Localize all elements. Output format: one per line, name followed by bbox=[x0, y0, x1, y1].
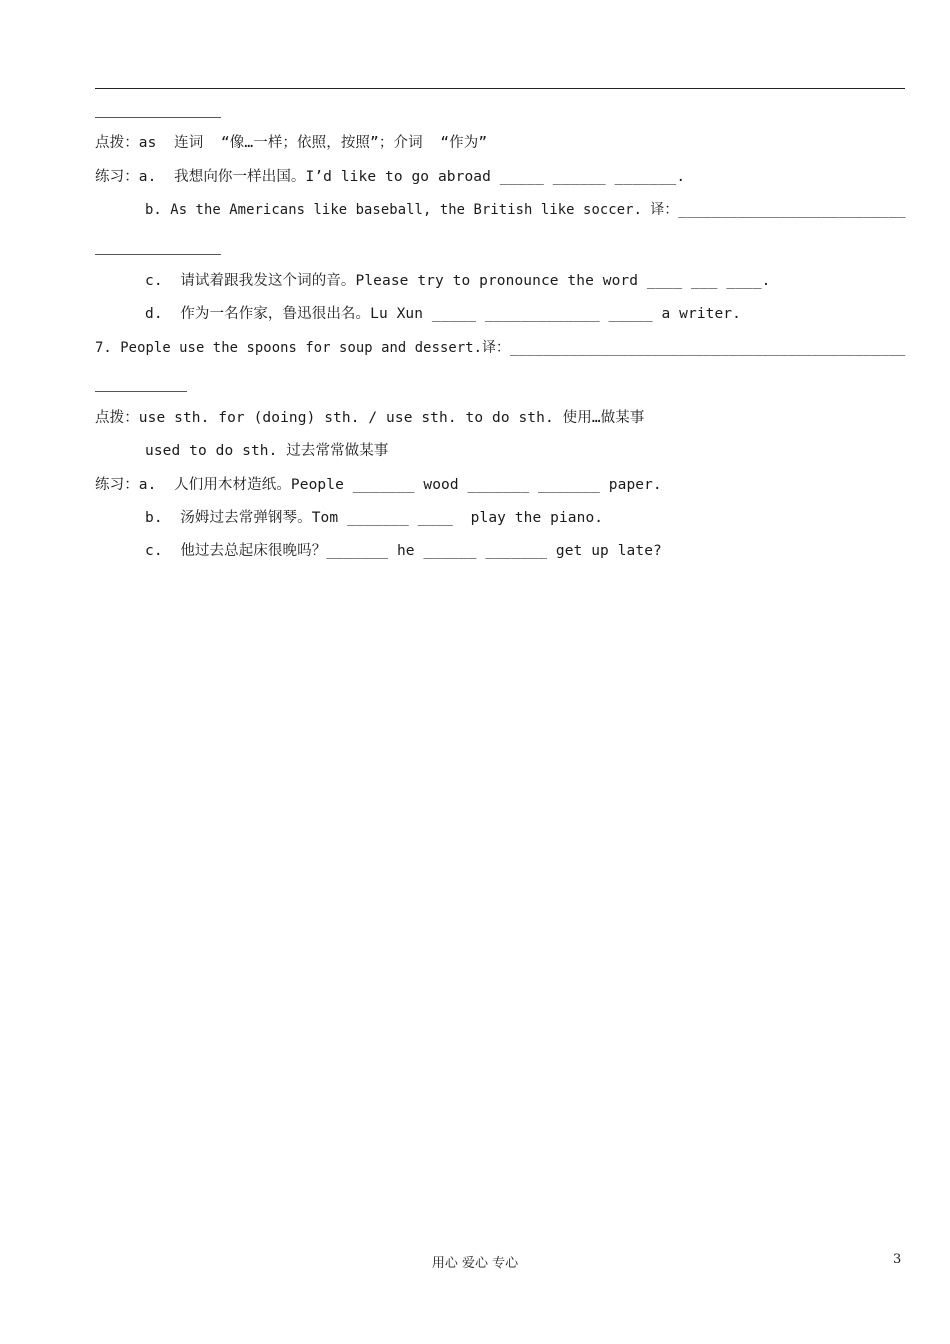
exercise-c-pronounce: c. 请试着跟我发这个词的音。Please try to pronounce the word ____ ___ ____. bbox=[145, 273, 771, 289]
sentence-7: 7. People use the spoons for soup and dessert.译：_______________________________________________ bbox=[95, 340, 906, 356]
hint-use-sth: 点拨：use sth. for (doing) sth. / use sth. to do sth. 使用…做某事 bbox=[95, 410, 645, 426]
exercise-a-paper: 练习：a. 人们用木材造纸。People _______ wood _______ _______ paper. bbox=[95, 477, 662, 493]
footer-motto: 用心 爱心 专心 bbox=[431, 1256, 519, 1271]
header-rule bbox=[95, 88, 905, 89]
answer-blank-line bbox=[95, 391, 187, 392]
exercise-d-luxun: d. 作为一名作家，鲁迅很出名。Lu Xun _____ _____________ _____ a writer. bbox=[145, 306, 741, 322]
exercise-b-piano: b. 汤姆过去常弹钢琴。Tom _______ ____ play the piano. bbox=[145, 510, 604, 526]
answer-blank-line bbox=[95, 117, 221, 118]
hint-as: 点拨：as 连词 “像…一样；依照，按照”；介词 “作为” bbox=[95, 135, 488, 151]
hint-used-to: used to do sth. 过去常常做某事 bbox=[145, 443, 389, 459]
exercise-c-late: c. 他过去总起床很晚吗？_______ he ______ _______ get up late? bbox=[145, 543, 662, 559]
exercise-a-abroad: 练习：a. 我想向你一样出国。I’d like to go abroad _____ ______ _______. bbox=[95, 169, 686, 185]
page-number: 3 bbox=[893, 1252, 902, 1267]
answer-blank-line bbox=[95, 254, 221, 255]
exercise-b-baseball: b. As the Americans like baseball, the British like soccer. 译：___________________________ bbox=[145, 202, 906, 218]
